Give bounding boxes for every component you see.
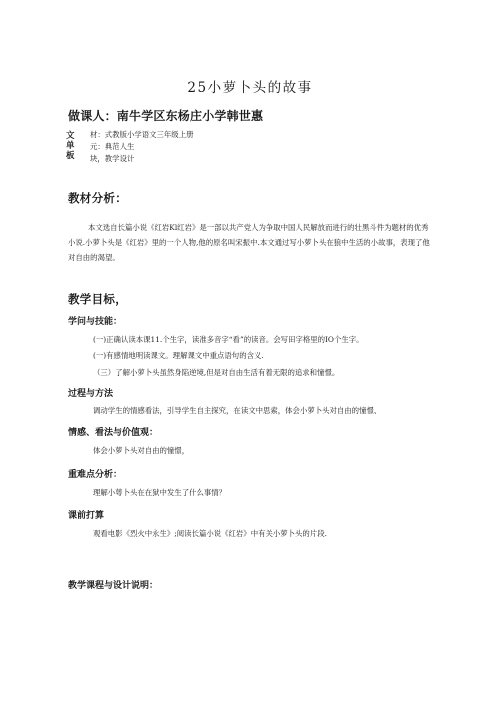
meta-side-char: 板 — [66, 151, 75, 161]
key-points-text: 理解小萼卜头在在狱中发生了什么事情？ — [93, 488, 227, 497]
lesson-title: 25小萝卜头的故事 — [187, 80, 313, 96]
meta-unit: 元：典范人生 — [90, 142, 135, 151]
emotion-values-heading: 情感、看法与价值观： — [68, 428, 159, 438]
knowledge-item: （三）了解小萝卜头虽然身陷逆境,但是对自由生活有着无限的追求和憧憬。 — [93, 368, 340, 377]
meta-textbook: 材：式教版小学语文三年级上册 — [90, 130, 194, 139]
preparation-text: 观看电影《烈火中永生》;阅读长篇小说《红岩》中有关小萝卜头的片段. — [93, 529, 327, 538]
meta-side-char: 单 — [66, 141, 75, 151]
lesson-meta — [66, 129, 366, 165]
knowledge-item: (一)有感情地明读课文。理解课文中重点语句的含义. — [93, 351, 264, 360]
teaching-goals-heading: 教学目标， — [68, 292, 127, 306]
preparation-heading: 课前打算 — [68, 511, 105, 521]
teacher-line: 做课人：南牛学区东杨庄小学韩世惠 — [68, 109, 264, 123]
material-analysis-text: 本文选自长篇小说《红岩Kl红岩》是一部以共产党人为争取中国人民解放而进行的壮黑斗件为题材的优秀小说.小萝卜头是《红岩》里的一个人物,他的原名叫宋振中.本文通过写小萝卜头在狼中生活的小故事，表现了他对自由的渴望。 — [68, 223, 430, 262]
meta-side-char: 文 — [66, 131, 75, 141]
meta-module: 块，教学设计 — [90, 154, 135, 163]
process-method-text: 调动学生的情感看法，引导学生自主探究，在读文中思索，体会小萝卜头对自由的憧憬、 — [93, 406, 382, 415]
knowledge-skills-heading: 学问与技能： — [68, 317, 123, 327]
meta-lines — [90, 129, 193, 165]
material-analysis-heading: 教材分析： — [68, 191, 127, 205]
key-points-heading: 重难点分析： — [68, 470, 123, 480]
knowledge-item: (一)正确认读本课11.个生字，读准多音字“看”的读音。会写田字格里的IO个生字。 — [93, 335, 364, 344]
process-method-heading: 过程与方法 — [68, 389, 114, 399]
emotion-values-text: 体会小萝卜头对自由的憧憬， — [93, 446, 190, 455]
process-design-heading: 教学课程与设计说明： — [68, 581, 159, 591]
meta-side-label — [66, 131, 80, 161]
